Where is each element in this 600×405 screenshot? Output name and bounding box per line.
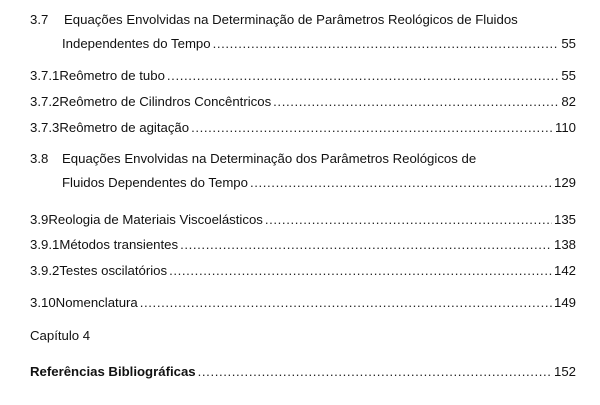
dot-leader xyxy=(140,295,552,311)
toc-entry-title: Reômetro de agitação xyxy=(59,120,190,135)
toc-entry-line xyxy=(30,295,576,311)
toc-entry-3-7-3[interactable] xyxy=(30,120,576,136)
toc-entry-line xyxy=(30,94,576,110)
toc-page-number: 55 xyxy=(561,68,576,83)
toc-entry-line xyxy=(30,120,576,136)
toc-entry-number: 3.10 xyxy=(30,295,56,310)
toc-entry-number: 3.8 xyxy=(30,151,49,166)
toc-page-number: 135 xyxy=(553,212,576,227)
dot-leader xyxy=(265,212,552,228)
toc-entry-3-10[interactable] xyxy=(30,295,576,311)
dot-leader xyxy=(250,175,552,191)
dot-leader xyxy=(167,68,559,84)
toc-entry-number: 3.9 xyxy=(30,212,49,227)
toc-entry-3-7[interactable] xyxy=(30,12,576,52)
toc-entry-3-9-2[interactable] xyxy=(30,263,576,279)
toc-entry-line1 xyxy=(30,151,576,167)
dot-leader xyxy=(180,237,552,253)
toc-entry-number: 3.7 xyxy=(30,12,49,27)
toc-entry-title: Métodos transientes xyxy=(59,237,179,252)
toc-entry-line xyxy=(30,263,576,279)
toc-entry-title: Testes oscilatórios xyxy=(59,263,168,278)
toc-entry-line xyxy=(30,212,576,228)
toc-entry-number: 3.9.1 xyxy=(30,237,60,252)
toc-entry-number: 3.7.2 xyxy=(30,94,60,109)
toc-entry-number: 3.7.1 xyxy=(30,68,60,83)
toc-page-number: 149 xyxy=(553,295,576,310)
toc-page-number: 82 xyxy=(561,94,576,109)
toc-entry-title-cont: Independentes do Tempo xyxy=(62,36,211,51)
dot-leader xyxy=(213,36,560,52)
toc-entry-line1 xyxy=(30,12,576,28)
toc-entry-title: Reologia de Materiais Viscoelásticos xyxy=(48,212,263,227)
toc-entry-line2 xyxy=(30,175,576,191)
toc-entry-line xyxy=(30,68,576,84)
dot-leader xyxy=(191,120,553,136)
dot-leader xyxy=(273,94,559,110)
toc-entry-title: Referências Bibliográficas xyxy=(30,364,196,379)
toc-entry-line xyxy=(30,237,576,253)
toc-page-number: 129 xyxy=(553,175,576,190)
toc-page-number: 142 xyxy=(553,263,576,278)
toc-entry-title: Nomenclatura xyxy=(55,295,138,310)
toc-entry-3-9-1[interactable] xyxy=(30,237,576,253)
chapter-label: Capítulo 4 xyxy=(30,328,91,343)
toc-page-number: 138 xyxy=(553,237,576,252)
toc-entry-number: 3.9.2 xyxy=(30,263,60,278)
chapter-heading-line xyxy=(30,328,576,344)
toc-page-number: 152 xyxy=(553,364,576,379)
toc-entry-3-7-2[interactable] xyxy=(30,94,576,110)
toc-entry-title: Reômetro de Cilindros Concêntricos xyxy=(59,94,272,109)
toc-entry-3-7-1[interactable] xyxy=(30,68,576,84)
toc-entry-line xyxy=(30,364,576,380)
toc-entry-title: Equações Envolvidas na Determinação dos Parâmetros Reológicos de xyxy=(62,151,477,166)
toc-entry-3-9[interactable] xyxy=(30,212,576,228)
dot-leader xyxy=(169,263,552,279)
toc-page-number: 55 xyxy=(561,36,576,51)
toc-page-number: 110 xyxy=(554,120,576,135)
toc-entry-references[interactable] xyxy=(30,364,576,380)
chapter-heading xyxy=(30,328,576,344)
toc-entry-3-8[interactable] xyxy=(30,151,576,191)
toc-entry-title: Reômetro de tubo xyxy=(59,68,165,83)
toc-entry-line2 xyxy=(30,36,576,52)
dot-leader xyxy=(198,364,552,380)
toc-entry-number: 3.7.3 xyxy=(30,120,60,135)
toc-entry-title: Equações Envolvidas na Determinação de Parâmetros Reológicos de Fluidos xyxy=(64,12,518,27)
toc-entry-title-cont: Fluidos Dependentes do Tempo xyxy=(62,175,248,190)
